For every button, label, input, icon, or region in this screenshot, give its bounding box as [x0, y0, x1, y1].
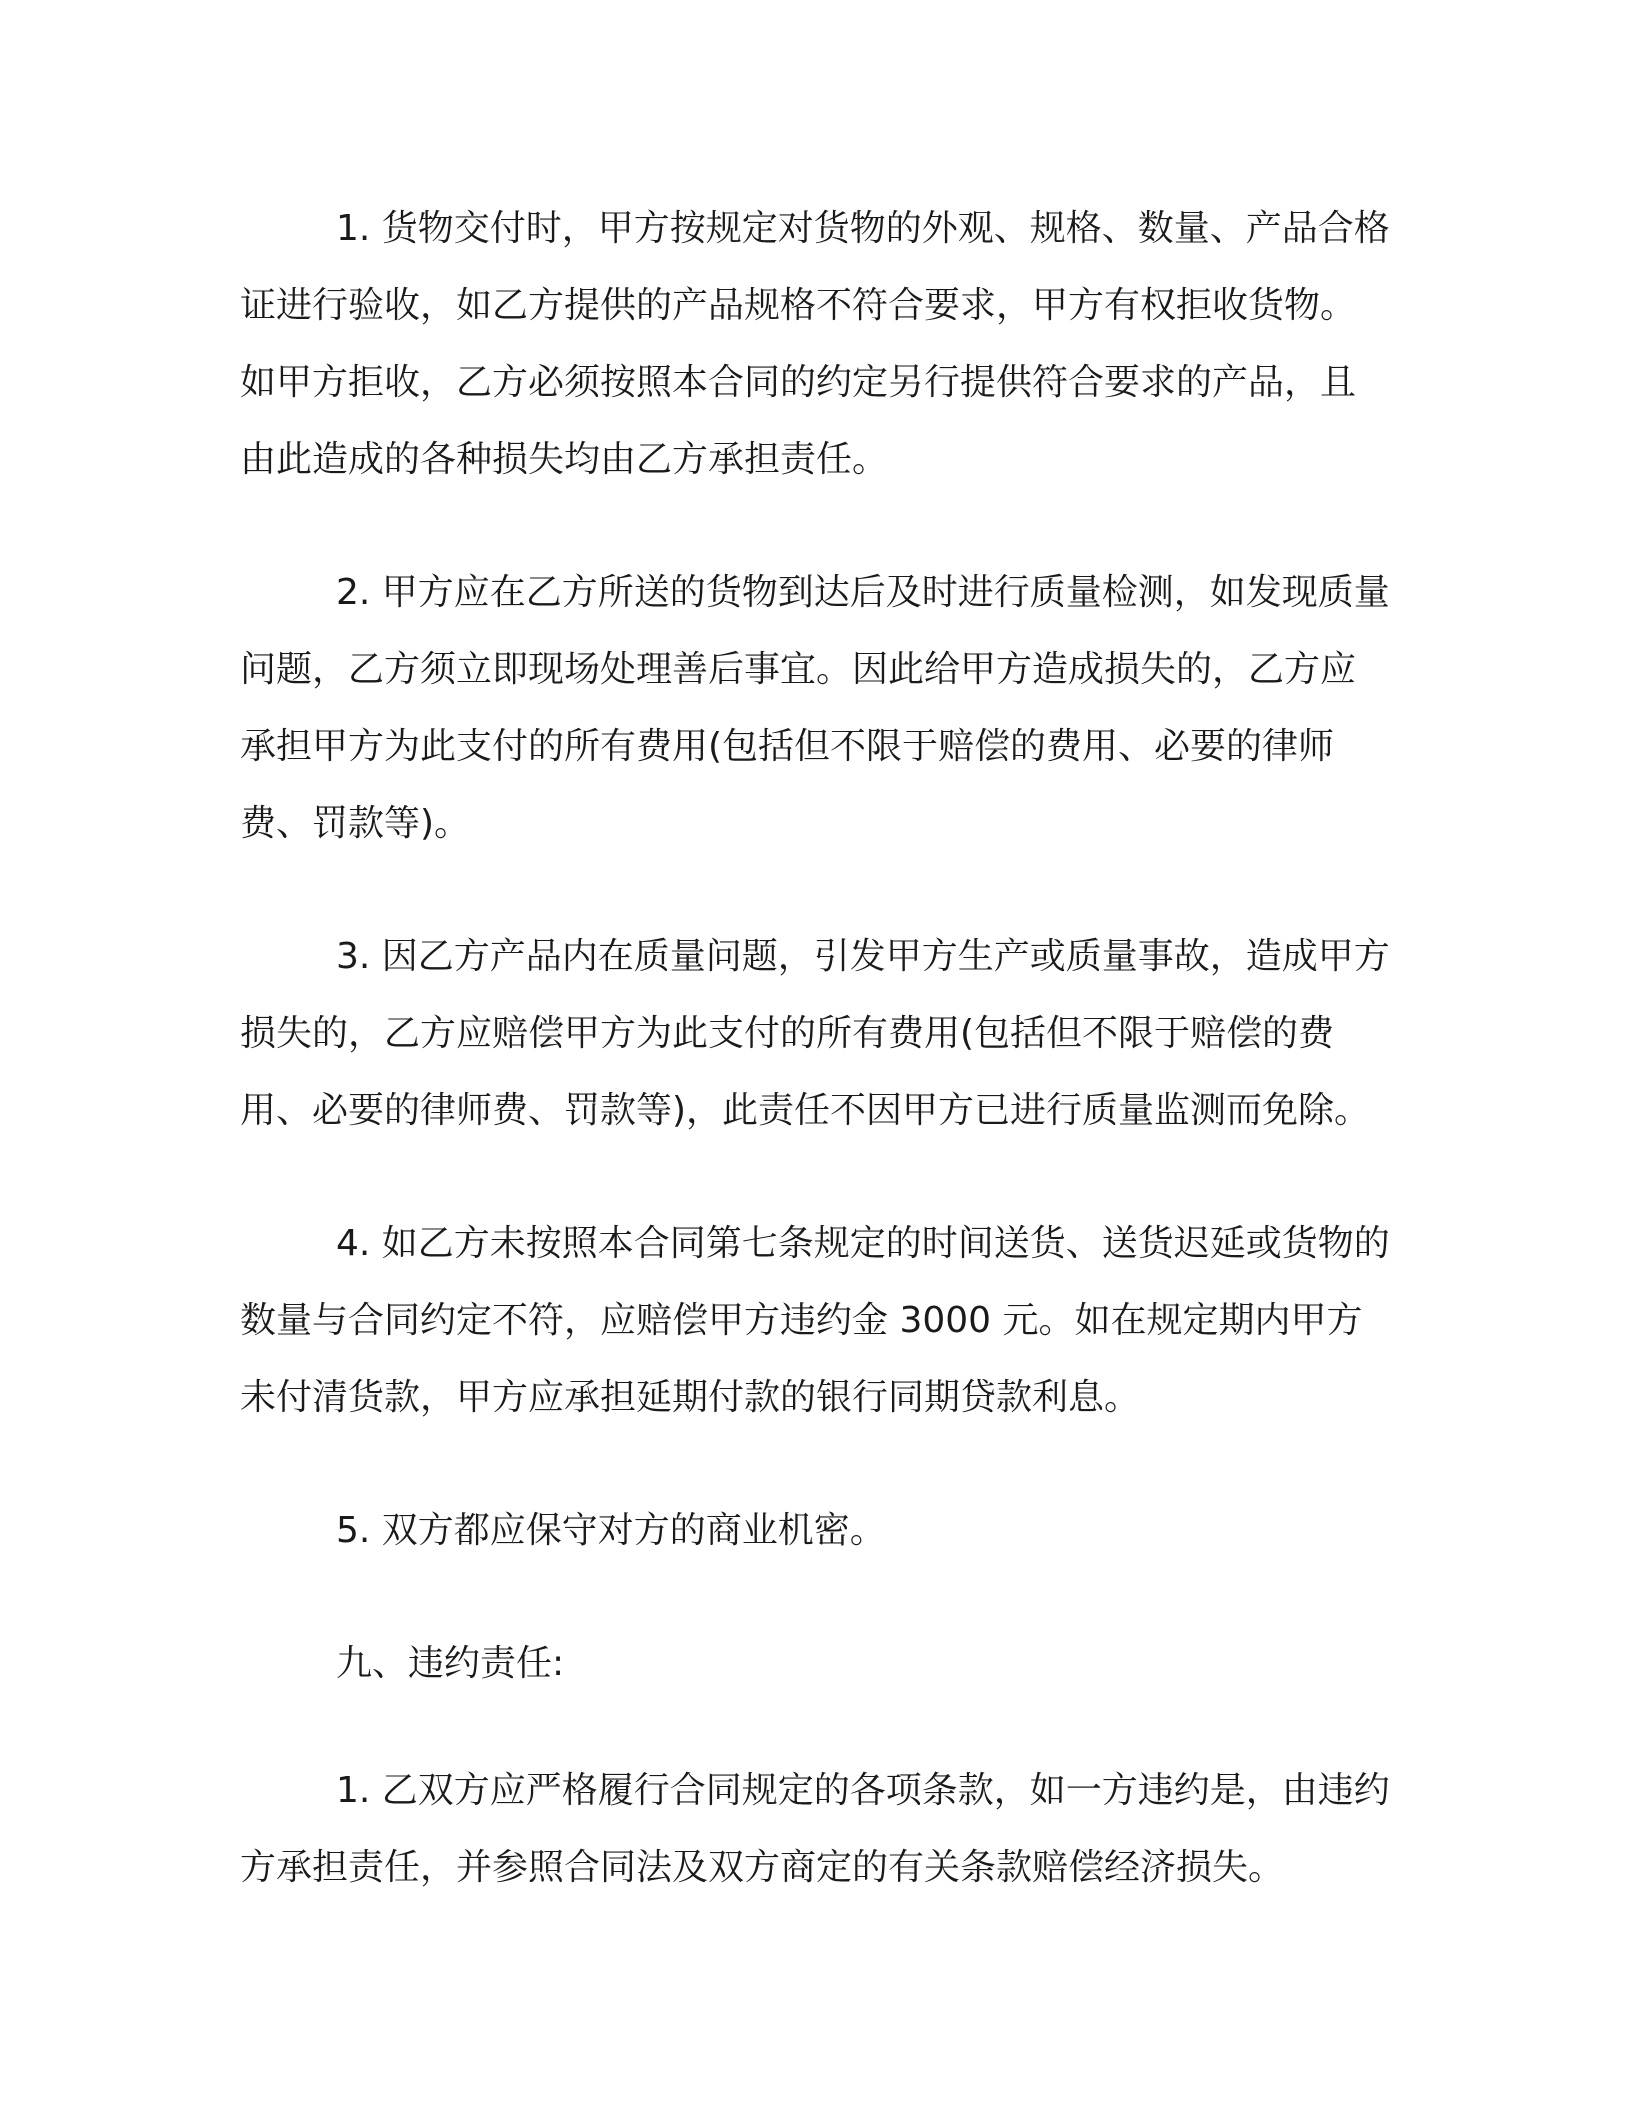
breach-clause-paragraph-1: 1. 乙双方应严格履行合同规定的各项条款，如一方违约是，由违约方承担责任，并参照合同法及双方商定的有关条款赔偿经济损失。	[240, 1770, 1390, 1888]
clause-paragraph-1: 1. 货物交付时，甲方按规定对货物的外观、规格、数量、产品合格证进行验收，如乙方提供的产品规格不符合要求，甲方有权拒收货物。如甲方拒收，乙方必须按照本合同的约定另行提供符合要求的产品，且由此造成的各种损失均由乙方承担责任。	[240, 208, 1390, 480]
clause-paragraph-2: 2. 甲方应在乙方所送的货物到达后及时进行质量检测，如发现质量问题，乙方须立即现场处理善后事宜。因此给甲方造成损失的，乙方应承担甲方为此支付的所有费用(包括但不限于赔偿的费用、必要的律师费、罚款等)。	[240, 572, 1390, 844]
document-body	[240, 190, 1390, 1962]
clause-paragraph-4: 4. 如乙方未按照本合同第七条规定的时间送货、送货迟延或货物的数量与合同约定不符，应赔偿甲方违约金 3000 元。如在规定期内甲方未付清货款，甲方应承担延期付款的银行同期贷款利息。	[240, 1223, 1390, 1418]
clause-paragraph-5: 5. 双方都应保守对方的商业机密。	[336, 1510, 886, 1551]
section-heading-breach-liability: 九、违约责任:	[336, 1643, 565, 1684]
clause-paragraph-3: 3. 因乙方产品内在质量问题，引发甲方生产或质量事故，造成甲方损失的，乙方应赔偿甲方为此支付的所有费用(包括但不限于赔偿的费用、必要的律师费、罚款等)，此责任不因甲方已进行质量监测而免除。	[240, 936, 1390, 1131]
